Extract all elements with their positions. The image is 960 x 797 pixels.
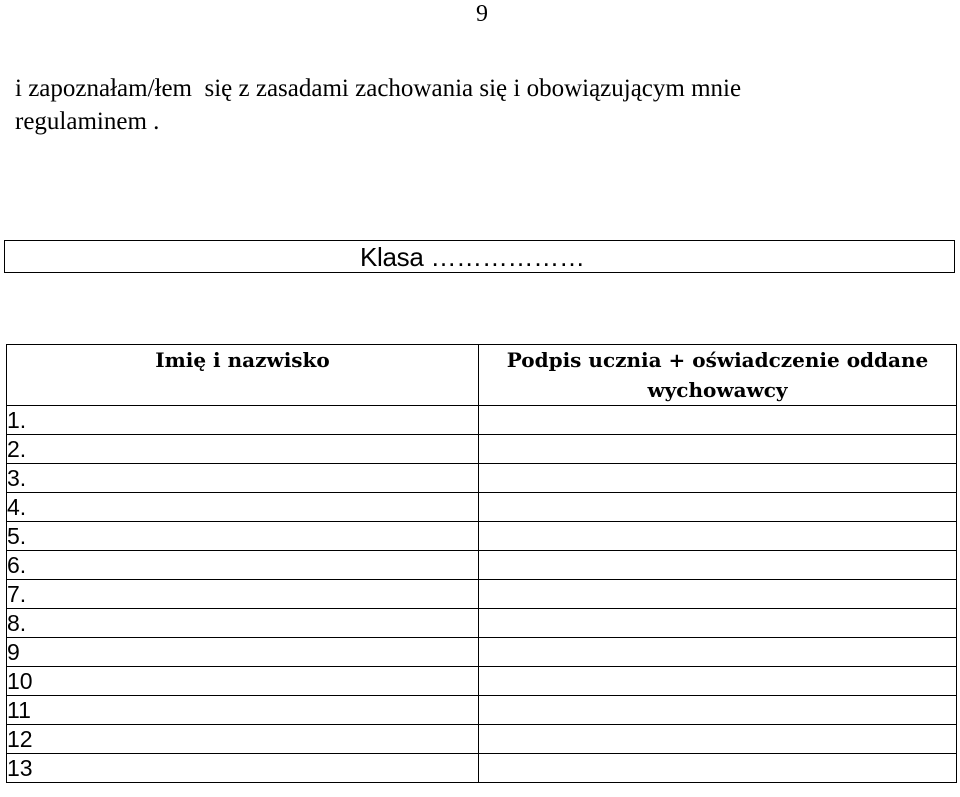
intro-line-2: regulaminem . bbox=[15, 108, 160, 135]
table-row bbox=[7, 580, 957, 609]
signature-cell[interactable] bbox=[479, 638, 957, 667]
row-number-name-cell[interactable]: 12 bbox=[7, 725, 479, 754]
table-row bbox=[7, 754, 957, 783]
signature-cell[interactable] bbox=[479, 754, 957, 783]
signature-cell[interactable] bbox=[479, 551, 957, 580]
row-number-name-cell[interactable]: 11 bbox=[7, 696, 479, 725]
table-row bbox=[7, 493, 957, 522]
header-name: Imię i nazwisko bbox=[7, 345, 479, 406]
signature-cell[interactable] bbox=[479, 522, 957, 551]
row-number-name-cell[interactable]: 2. bbox=[7, 435, 479, 464]
student-roster-table bbox=[6, 344, 957, 783]
signature-cell[interactable] bbox=[479, 609, 957, 638]
signature-cell[interactable] bbox=[479, 667, 957, 696]
intro-text bbox=[15, 72, 945, 138]
row-number-name-cell[interactable]: 1. bbox=[7, 406, 479, 435]
row-number-name-cell[interactable]: 7. bbox=[7, 580, 479, 609]
class-field[interactable] bbox=[4, 240, 955, 273]
signature-cell[interactable] bbox=[479, 464, 957, 493]
row-number-name-cell[interactable]: 3. bbox=[7, 464, 479, 493]
signature-cell[interactable] bbox=[479, 725, 957, 754]
table-row bbox=[7, 522, 957, 551]
table-row bbox=[7, 696, 957, 725]
row-number-name-cell[interactable]: 9 bbox=[7, 638, 479, 667]
table-row bbox=[7, 551, 957, 580]
row-number-name-cell[interactable]: 10 bbox=[7, 667, 479, 696]
signature-cell[interactable] bbox=[479, 696, 957, 725]
table-row bbox=[7, 435, 957, 464]
row-number-name-cell[interactable]: 4. bbox=[7, 493, 479, 522]
table-row bbox=[7, 406, 957, 435]
table-row bbox=[7, 725, 957, 754]
signature-cell[interactable] bbox=[479, 435, 957, 464]
row-number-name-cell[interactable]: 8. bbox=[7, 609, 479, 638]
intro-line-1: i zapoznałam/łem się z zasadami zachowania się i obowiązującym mnie bbox=[15, 75, 742, 102]
row-number-name-cell[interactable]: 6. bbox=[7, 551, 479, 580]
row-number-name-cell[interactable]: 13 bbox=[7, 754, 479, 783]
page-number: 9 bbox=[476, 1, 488, 27]
signature-cell[interactable] bbox=[479, 493, 957, 522]
table-body bbox=[7, 406, 957, 783]
header-signature: Podpis ucznia + oświadczenie oddane wychowawcy bbox=[479, 345, 957, 406]
table-row bbox=[7, 667, 957, 696]
row-number-name-cell[interactable]: 5. bbox=[7, 522, 479, 551]
table-header-row bbox=[7, 345, 957, 406]
table-row bbox=[7, 609, 957, 638]
class-label: Klasa ……………… bbox=[360, 242, 585, 272]
signature-cell[interactable] bbox=[479, 580, 957, 609]
signature-cell[interactable] bbox=[479, 406, 957, 435]
table-row bbox=[7, 638, 957, 667]
table-row bbox=[7, 464, 957, 493]
